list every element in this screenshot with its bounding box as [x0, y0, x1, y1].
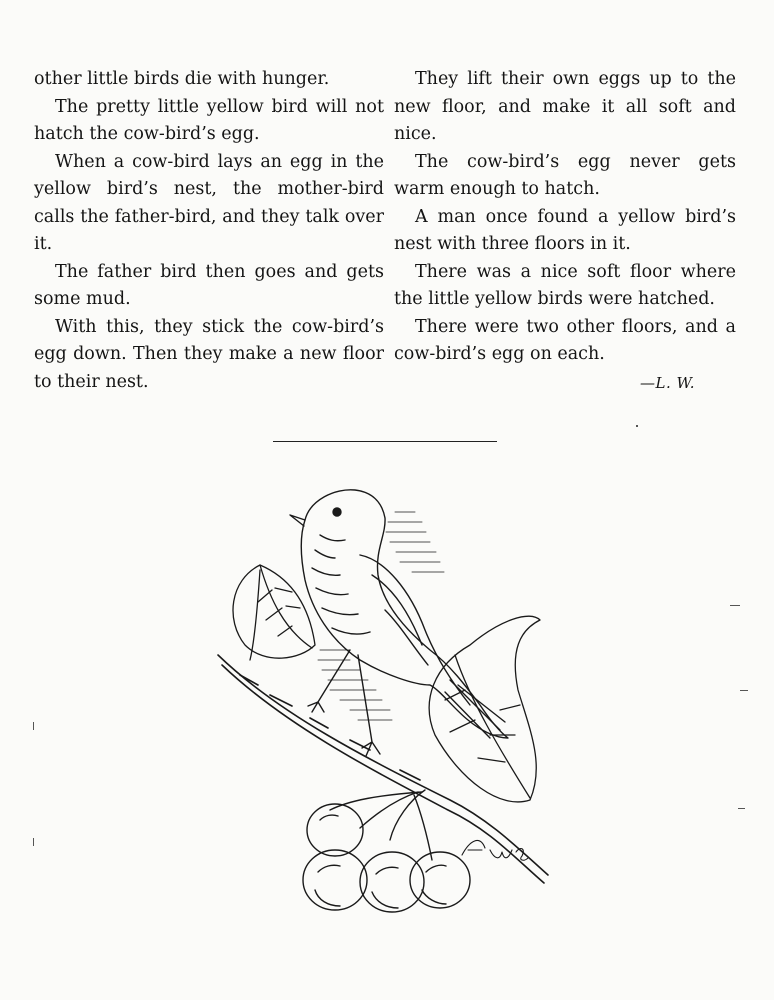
- bird: [290, 490, 508, 756]
- print-speck: [730, 605, 740, 606]
- leaf-right: [429, 616, 540, 802]
- paragraph: The pretty little yellow bird will not hatch the cow-bird’s egg.: [34, 96, 384, 144]
- paragraph: There was a nice soft floor where the little yellow birds were hatched.: [394, 261, 736, 309]
- section-divider: [273, 441, 497, 442]
- paragraph: A man once found a yellow bird’s nest with three floors in it.: [394, 206, 736, 254]
- left-text-column: [34, 66, 384, 396]
- paragraph: There were two other floors, and a cow-bird’s egg on each.: [394, 316, 736, 364]
- paragraph: The father bird then goes and gets some mud.: [34, 261, 384, 309]
- bird-illustration: [200, 480, 570, 920]
- author-signature: —L. W.: [640, 374, 696, 392]
- print-speck: [740, 690, 748, 691]
- paragraph: They lift their own eggs up to the new floor, and make it all soft and nice.: [394, 69, 736, 144]
- cherry-branch: [218, 655, 548, 883]
- right-text-column: [394, 66, 736, 369]
- print-speck: [636, 425, 638, 427]
- paragraph: The cow-bird’s egg never gets warm enough to hatch.: [394, 151, 736, 199]
- artist-monogram: [462, 841, 528, 861]
- paragraph: When a cow-bird lays an egg in the yellow bird’s nest, the mother-bird calls the father-bird, and they talk over it.: [34, 151, 384, 254]
- print-speck: [33, 722, 34, 730]
- print-speck: [738, 808, 745, 809]
- paragraph: other little birds die with hunger.: [34, 69, 330, 89]
- print-speck: [33, 838, 34, 846]
- leaf-left: [233, 565, 315, 660]
- paragraph: With this, they stick the cow-bird’s egg down. Then they make a new floor to their nest.: [34, 316, 384, 392]
